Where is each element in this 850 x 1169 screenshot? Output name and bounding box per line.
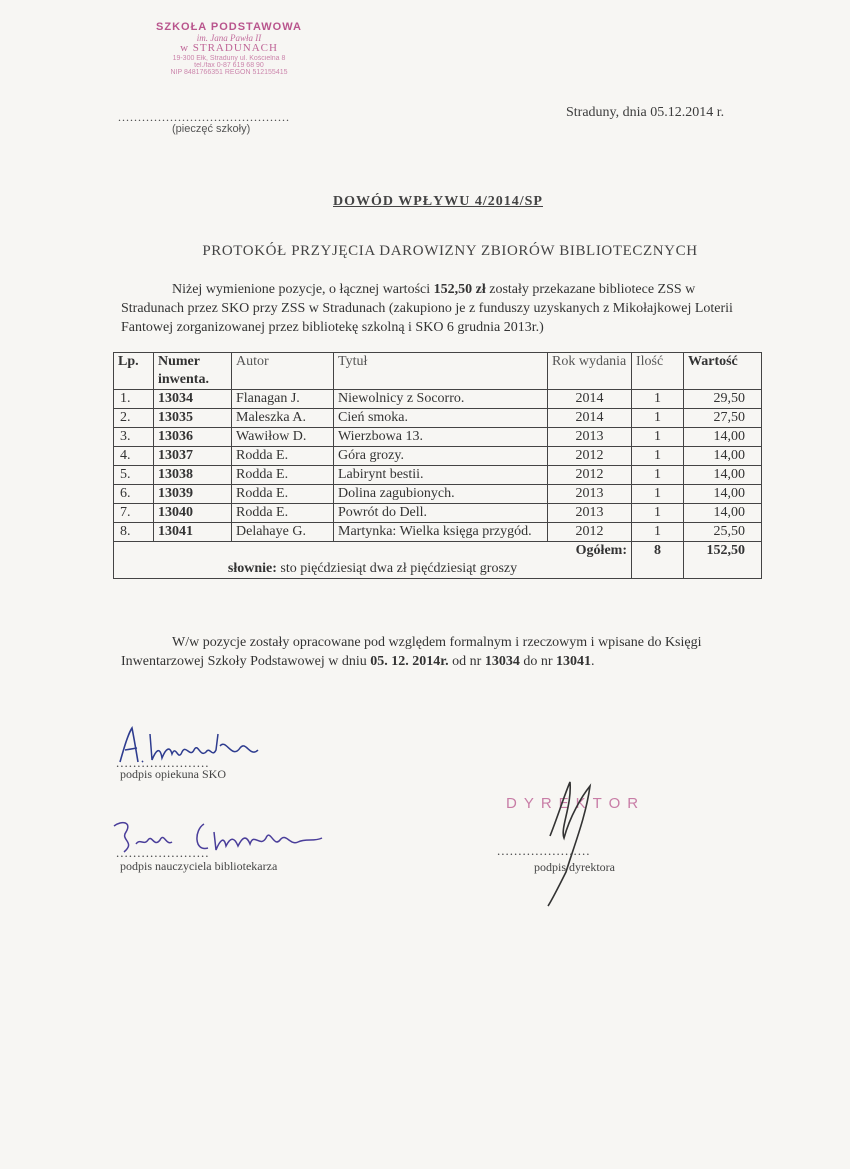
intro-paragraph bbox=[121, 280, 761, 337]
table-row bbox=[114, 466, 762, 485]
inventory-table bbox=[113, 352, 762, 579]
cell-ilosc: 1 bbox=[632, 523, 684, 542]
table-row bbox=[114, 409, 762, 428]
cell-numer: 13040 bbox=[154, 504, 232, 523]
closing-to: 13041 bbox=[556, 654, 592, 669]
intro-text-1: Niżej wymienione pozycje, o łącznej wartości bbox=[172, 282, 434, 297]
closing-text-4: . bbox=[591, 654, 595, 669]
cell-lp: 1. bbox=[114, 390, 154, 409]
cell-autor: Maleszka A. bbox=[232, 409, 334, 428]
closing-text-1: W/w pozycje zostały opracowane pod względem formalnym i rzeczowym i wpisane do Księgi Inwentarzowej Szkoły Podstawowej w dniu bbox=[121, 635, 702, 669]
stamp-line-5: tel./fax 0-87 619 68 90 bbox=[194, 61, 264, 69]
cell-rok: 2013 bbox=[548, 428, 632, 447]
cell-wartosc: 14,00 bbox=[684, 485, 762, 504]
cell-tytul: Dolina zagubionych. bbox=[334, 485, 548, 504]
cell-ilosc: 1 bbox=[632, 447, 684, 466]
cell-numer: 13035 bbox=[154, 409, 232, 428]
cell-numer: 13036 bbox=[154, 428, 232, 447]
cell-tytul: Labirynt bestii. bbox=[334, 466, 548, 485]
total-in-words bbox=[118, 560, 627, 578]
cell-ilosc: 1 bbox=[632, 466, 684, 485]
cell-lp: 4. bbox=[114, 447, 154, 466]
header-numer: Numer inwenta. bbox=[154, 353, 232, 390]
cell-wartosc: 14,00 bbox=[684, 447, 762, 466]
total-cell bbox=[114, 542, 632, 579]
cell-numer: 13039 bbox=[154, 485, 232, 504]
table-row bbox=[114, 447, 762, 466]
header-tytul: Tytuł bbox=[334, 353, 548, 390]
closing-paragraph bbox=[121, 633, 761, 671]
header-wartosc: Wartość bbox=[684, 353, 762, 390]
document-title: DOWÓD WPŁYWU 4/2014/SP bbox=[333, 194, 543, 209]
stamp-dots: ........................................... bbox=[118, 110, 290, 124]
sko-signature-line: ...................... bbox=[116, 755, 210, 770]
cell-ilosc: 1 bbox=[632, 504, 684, 523]
cell-wartosc: 14,00 bbox=[684, 466, 762, 485]
cell-rok: 2014 bbox=[548, 390, 632, 409]
cell-ilosc: 1 bbox=[632, 485, 684, 504]
intro-text-2: zostały przekazane bibliotece ZSS w Stradunach przez SKO przy ZSS w Stradunach (zakupiono je z funduszy uzyskanych z Mikołajkowej Loterii Fantowej zorganizowanej przez bibliotekę szkolną i SKO 6 grudnia 2013r.) bbox=[121, 282, 733, 335]
cell-tytul: Niewolnicy z Socorro. bbox=[334, 390, 548, 409]
cell-lp: 5. bbox=[114, 466, 154, 485]
table-header-row bbox=[114, 353, 762, 390]
cell-lp: 7. bbox=[114, 504, 154, 523]
cell-tytul: Cień smoka. bbox=[334, 409, 548, 428]
header-ilosc: Ilość bbox=[632, 353, 684, 390]
cell-tytul: Wierzbowa 13. bbox=[334, 428, 548, 447]
cell-wartosc: 14,00 bbox=[684, 428, 762, 447]
librarian-caption: podpis nauczyciela bibliotekarza bbox=[120, 859, 278, 873]
closing-text-2: od nr bbox=[448, 654, 485, 669]
cell-ilosc: 1 bbox=[632, 409, 684, 428]
cell-wartosc: 27,50 bbox=[684, 409, 762, 428]
table-row bbox=[114, 504, 762, 523]
cell-autor: Rodda E. bbox=[232, 504, 334, 523]
cell-tytul: Góra grozy. bbox=[334, 447, 548, 466]
table-row bbox=[114, 428, 762, 447]
cell-rok: 2012 bbox=[548, 447, 632, 466]
stamp-line-2: im. Jana Pawła II bbox=[196, 32, 262, 43]
sko-caption: podpis opiekuna SKO bbox=[120, 767, 226, 781]
cell-ilosc: 1 bbox=[632, 428, 684, 447]
director-caption: podpis dyrektora bbox=[534, 860, 615, 874]
closing-text-3: do nr bbox=[519, 654, 557, 669]
director-stamp: DYREKTOR bbox=[506, 795, 646, 812]
director-signature-line: ...................... bbox=[497, 843, 591, 858]
cell-wartosc: 25,50 bbox=[684, 523, 762, 542]
stamp-line-4: 19-300 Ełk, Straduny ul. Kościelna 8 bbox=[172, 54, 286, 62]
table-row bbox=[114, 390, 762, 409]
cell-rok: 2012 bbox=[548, 466, 632, 485]
stamp-line-6: NIP 8481766351 REGON 512155415 bbox=[170, 69, 288, 77]
stamp-line-1: SZKOŁA PODSTAWOWA bbox=[156, 21, 302, 33]
cell-ilosc: 1 bbox=[632, 390, 684, 409]
header-autor: Autor bbox=[232, 353, 334, 390]
cell-numer: 13034 bbox=[154, 390, 232, 409]
cell-autor: Flanagan J. bbox=[232, 390, 334, 409]
cell-rok: 2013 bbox=[548, 504, 632, 523]
cell-autor: Rodda E. bbox=[232, 466, 334, 485]
cell-autor: Delahaye G. bbox=[232, 523, 334, 542]
header-lp: Lp. bbox=[114, 353, 154, 390]
cell-tytul: Martynka: Wielka księga przygód. bbox=[334, 523, 548, 542]
stamp-caption: (pieczęć szkoły) bbox=[172, 123, 251, 135]
cell-wartosc: 29,50 bbox=[684, 390, 762, 409]
cell-lp: 8. bbox=[114, 523, 154, 542]
place-date: Straduny, dnia 05.12.2014 r. bbox=[566, 105, 725, 120]
school-stamp bbox=[118, 22, 340, 77]
cell-lp: 2. bbox=[114, 409, 154, 428]
cell-autor: Rodda E. bbox=[232, 485, 334, 504]
table-row bbox=[114, 523, 762, 542]
words-label: słownie: bbox=[227, 561, 277, 576]
cell-lp: 6. bbox=[114, 485, 154, 504]
closing-from: 13034 bbox=[484, 654, 520, 669]
cell-lp: 3. bbox=[114, 428, 154, 447]
document-subtitle: PROTOKÓŁ PRZYJĘCIA DAROWIZNY ZBIORÓW BIBLIOTECZNYCH bbox=[202, 243, 698, 259]
cell-tytul: Powrót do Dell. bbox=[334, 504, 548, 523]
cell-autor: Wawiłow D. bbox=[232, 428, 334, 447]
librarian-signature-line: ...................... bbox=[116, 845, 210, 860]
cell-rok: 2014 bbox=[548, 409, 632, 428]
cell-rok: 2013 bbox=[548, 485, 632, 504]
cell-autor: Rodda E. bbox=[232, 447, 334, 466]
cell-numer: 13037 bbox=[154, 447, 232, 466]
total-row bbox=[114, 542, 762, 579]
intro-amount: 152,50 zł bbox=[433, 282, 486, 297]
table-row bbox=[114, 485, 762, 504]
header-rok: Rok wydania bbox=[548, 353, 632, 390]
total-wartosc: 152,50 bbox=[684, 542, 762, 579]
cell-wartosc: 14,00 bbox=[684, 504, 762, 523]
cell-numer: 13038 bbox=[154, 466, 232, 485]
words-text: sto pięćdziesiąt dwa zł pięćdziesiąt groszy bbox=[276, 561, 518, 576]
total-label: Ogółem: bbox=[575, 543, 627, 558]
total-ilosc: 8 bbox=[632, 542, 684, 579]
stamp-line-3: w STRADUNACH bbox=[180, 41, 278, 54]
cell-numer: 13041 bbox=[154, 523, 232, 542]
director-signature-icon bbox=[530, 776, 600, 908]
cell-rok: 2012 bbox=[548, 523, 632, 542]
closing-date: 05. 12. 2014r. bbox=[370, 654, 449, 669]
